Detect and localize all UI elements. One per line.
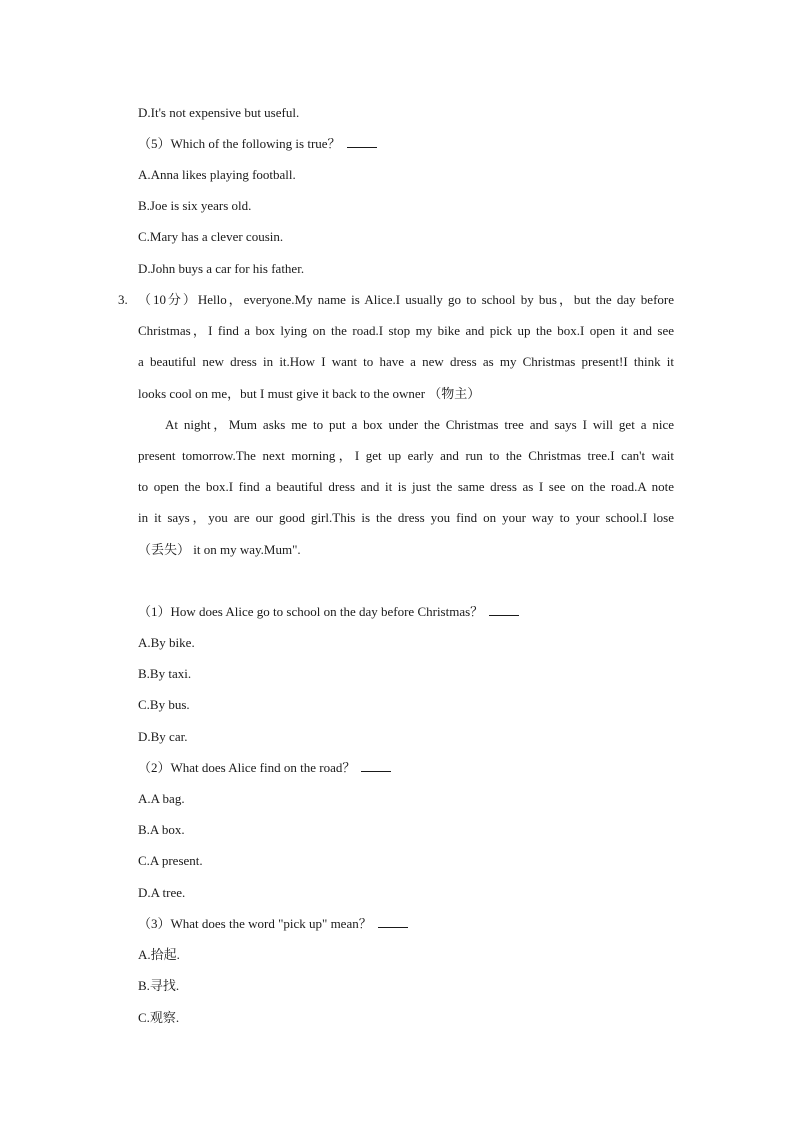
option-d-prev-question: D.It's not expensive but useful. — [138, 105, 300, 120]
passage-line-3: a beautiful new dress in it.How I want to have a new dress as my Christmas present!I think it — [138, 354, 674, 369]
passage-line-2: Christmas，I find a box lying on the road.I stop my bike and pick up the box.I open it and see — [138, 323, 674, 338]
answer-blank[interactable] — [361, 761, 391, 772]
q1-option-c: C.By bus. — [138, 697, 190, 712]
passage-line-4: looks cool on me，but I must give it back to the owner （物主） — [138, 386, 481, 401]
q2-option-b: B.A box. — [138, 822, 185, 837]
q1-option-b: B.By taxi. — [138, 666, 192, 681]
q5-option-a: A.Anna likes playing football. — [138, 167, 296, 182]
q5-option-b: B.Joe is six years old. — [138, 198, 252, 213]
q1-option-d: D.By car. — [138, 729, 188, 744]
q2-option-a: A.A bag. — [138, 791, 185, 806]
q2-option-c: C.A present. — [138, 853, 203, 868]
question-3-prompt: （3）What does the word "pick up" mean？ — [138, 916, 678, 932]
q3-option-b: B.寻找. — [138, 978, 180, 993]
answer-blank[interactable] — [378, 917, 408, 928]
passage-line-5: At night，Mum asks me to put a box under the Christmas tree and says I will get a nice — [165, 417, 674, 432]
answer-blank[interactable] — [347, 137, 377, 148]
q2-option-d: D.A tree. — [138, 885, 186, 900]
passage-line-6: present tomorrow.The next morning，I get up early and run to the Christmas tree.I can't wait — [138, 448, 674, 463]
passage-line-1: （10分）Hello，everyone.My name is Alice.I usually go to school by bus，but the day before — [138, 292, 674, 307]
q5-option-c: C.Mary has a clever cousin. — [138, 229, 284, 244]
passage-line-7: to open the box.I find a beautiful dress and it is just the same dress as I see on the road.A note — [138, 479, 674, 494]
question-5-prompt: （5）Which of the following is true？ — [138, 136, 678, 152]
passage-line-9: （丢失） it on my way.Mum". — [138, 542, 301, 557]
q5-option-d: D.John buys a car for his father. — [138, 261, 305, 276]
q1-option-a: A.By bike. — [138, 635, 195, 650]
q3-option-c: C.观察. — [138, 1010, 180, 1025]
answer-blank[interactable] — [489, 605, 519, 616]
question-1-prompt: （1）How does Alice go to school on the day before Christmas？ — [138, 604, 678, 620]
section-3-number: 3. — [118, 292, 128, 307]
q3-option-a: A.拾起. — [138, 947, 180, 962]
passage-line-8: in it says，you are our good girl.This is the dress you find on your way to your school.I lose — [138, 510, 674, 525]
question-2-prompt: （2）What does Alice find on the road？ — [138, 760, 678, 776]
